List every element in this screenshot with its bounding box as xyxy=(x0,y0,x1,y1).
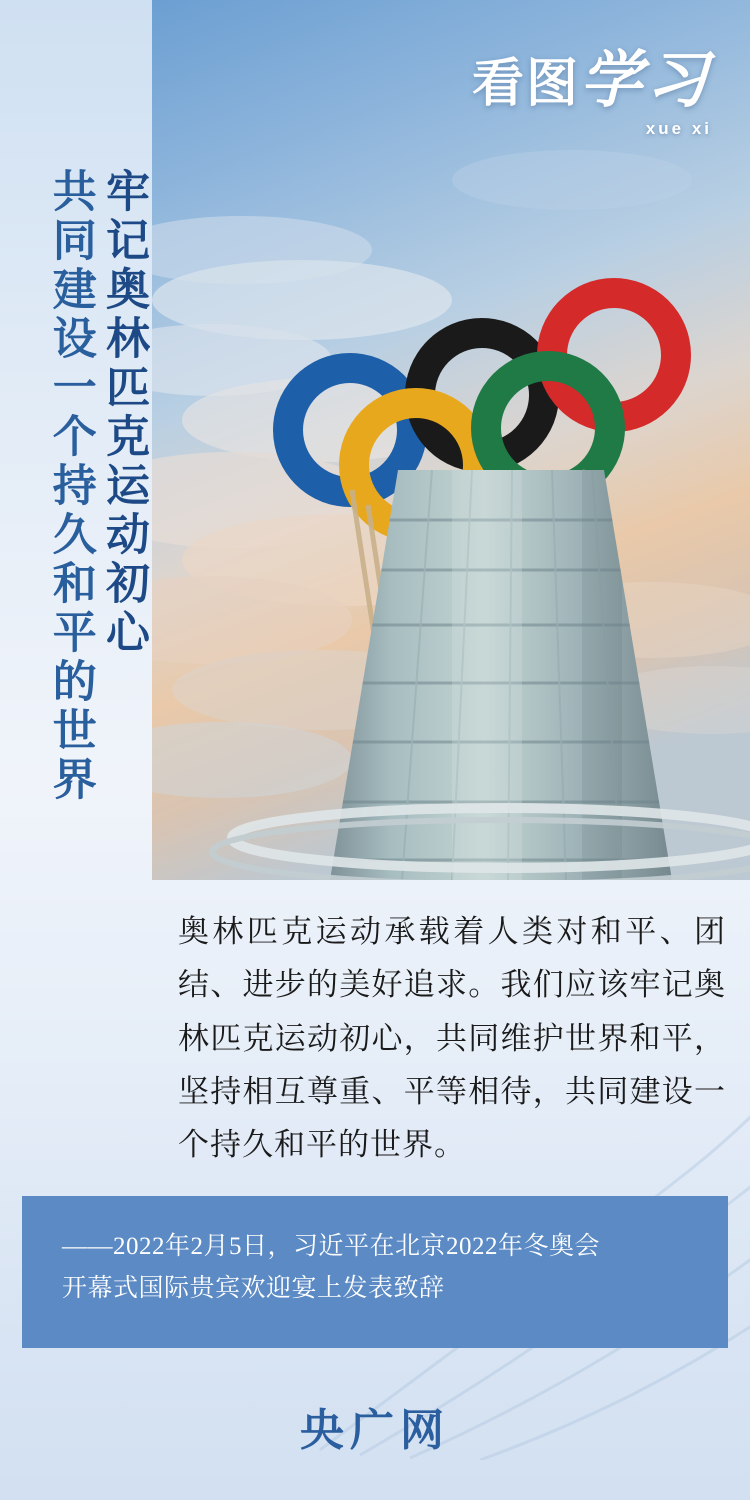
footer xyxy=(0,1394,750,1458)
publisher-logo: 央广网 xyxy=(300,1406,450,1455)
page-title-line2: 共同建设一个持久和平的世界 xyxy=(45,168,95,805)
brand-logo-part1: 看图 xyxy=(471,55,580,113)
page-title-line1: 牢记奥林匹克运动初心 xyxy=(99,168,148,658)
source-line1: ——2022年2月5日，习近平在北京2022年冬奥会 xyxy=(62,1233,601,1260)
source-attribution-band xyxy=(22,1196,728,1348)
quote-paragraph: 奥林匹克运动承载着人类对和平、团结、进步的美好追求。我们应该牢记奥林匹克运动初心，共同维护世界和平，坚持相互尊重、平等相待，共同建设一个持久和平的世界。 xyxy=(178,914,726,1163)
brand-logo-part2: 学习 xyxy=(579,47,712,115)
source-line2: 开幕式国际贵宾欢迎宴上发表致辞 xyxy=(62,1274,445,1302)
brand-logo-text xyxy=(471,47,712,115)
brand-logo-pinyin: xue xi xyxy=(645,119,712,138)
brand-logo xyxy=(471,47,712,138)
page-title xyxy=(20,168,148,948)
